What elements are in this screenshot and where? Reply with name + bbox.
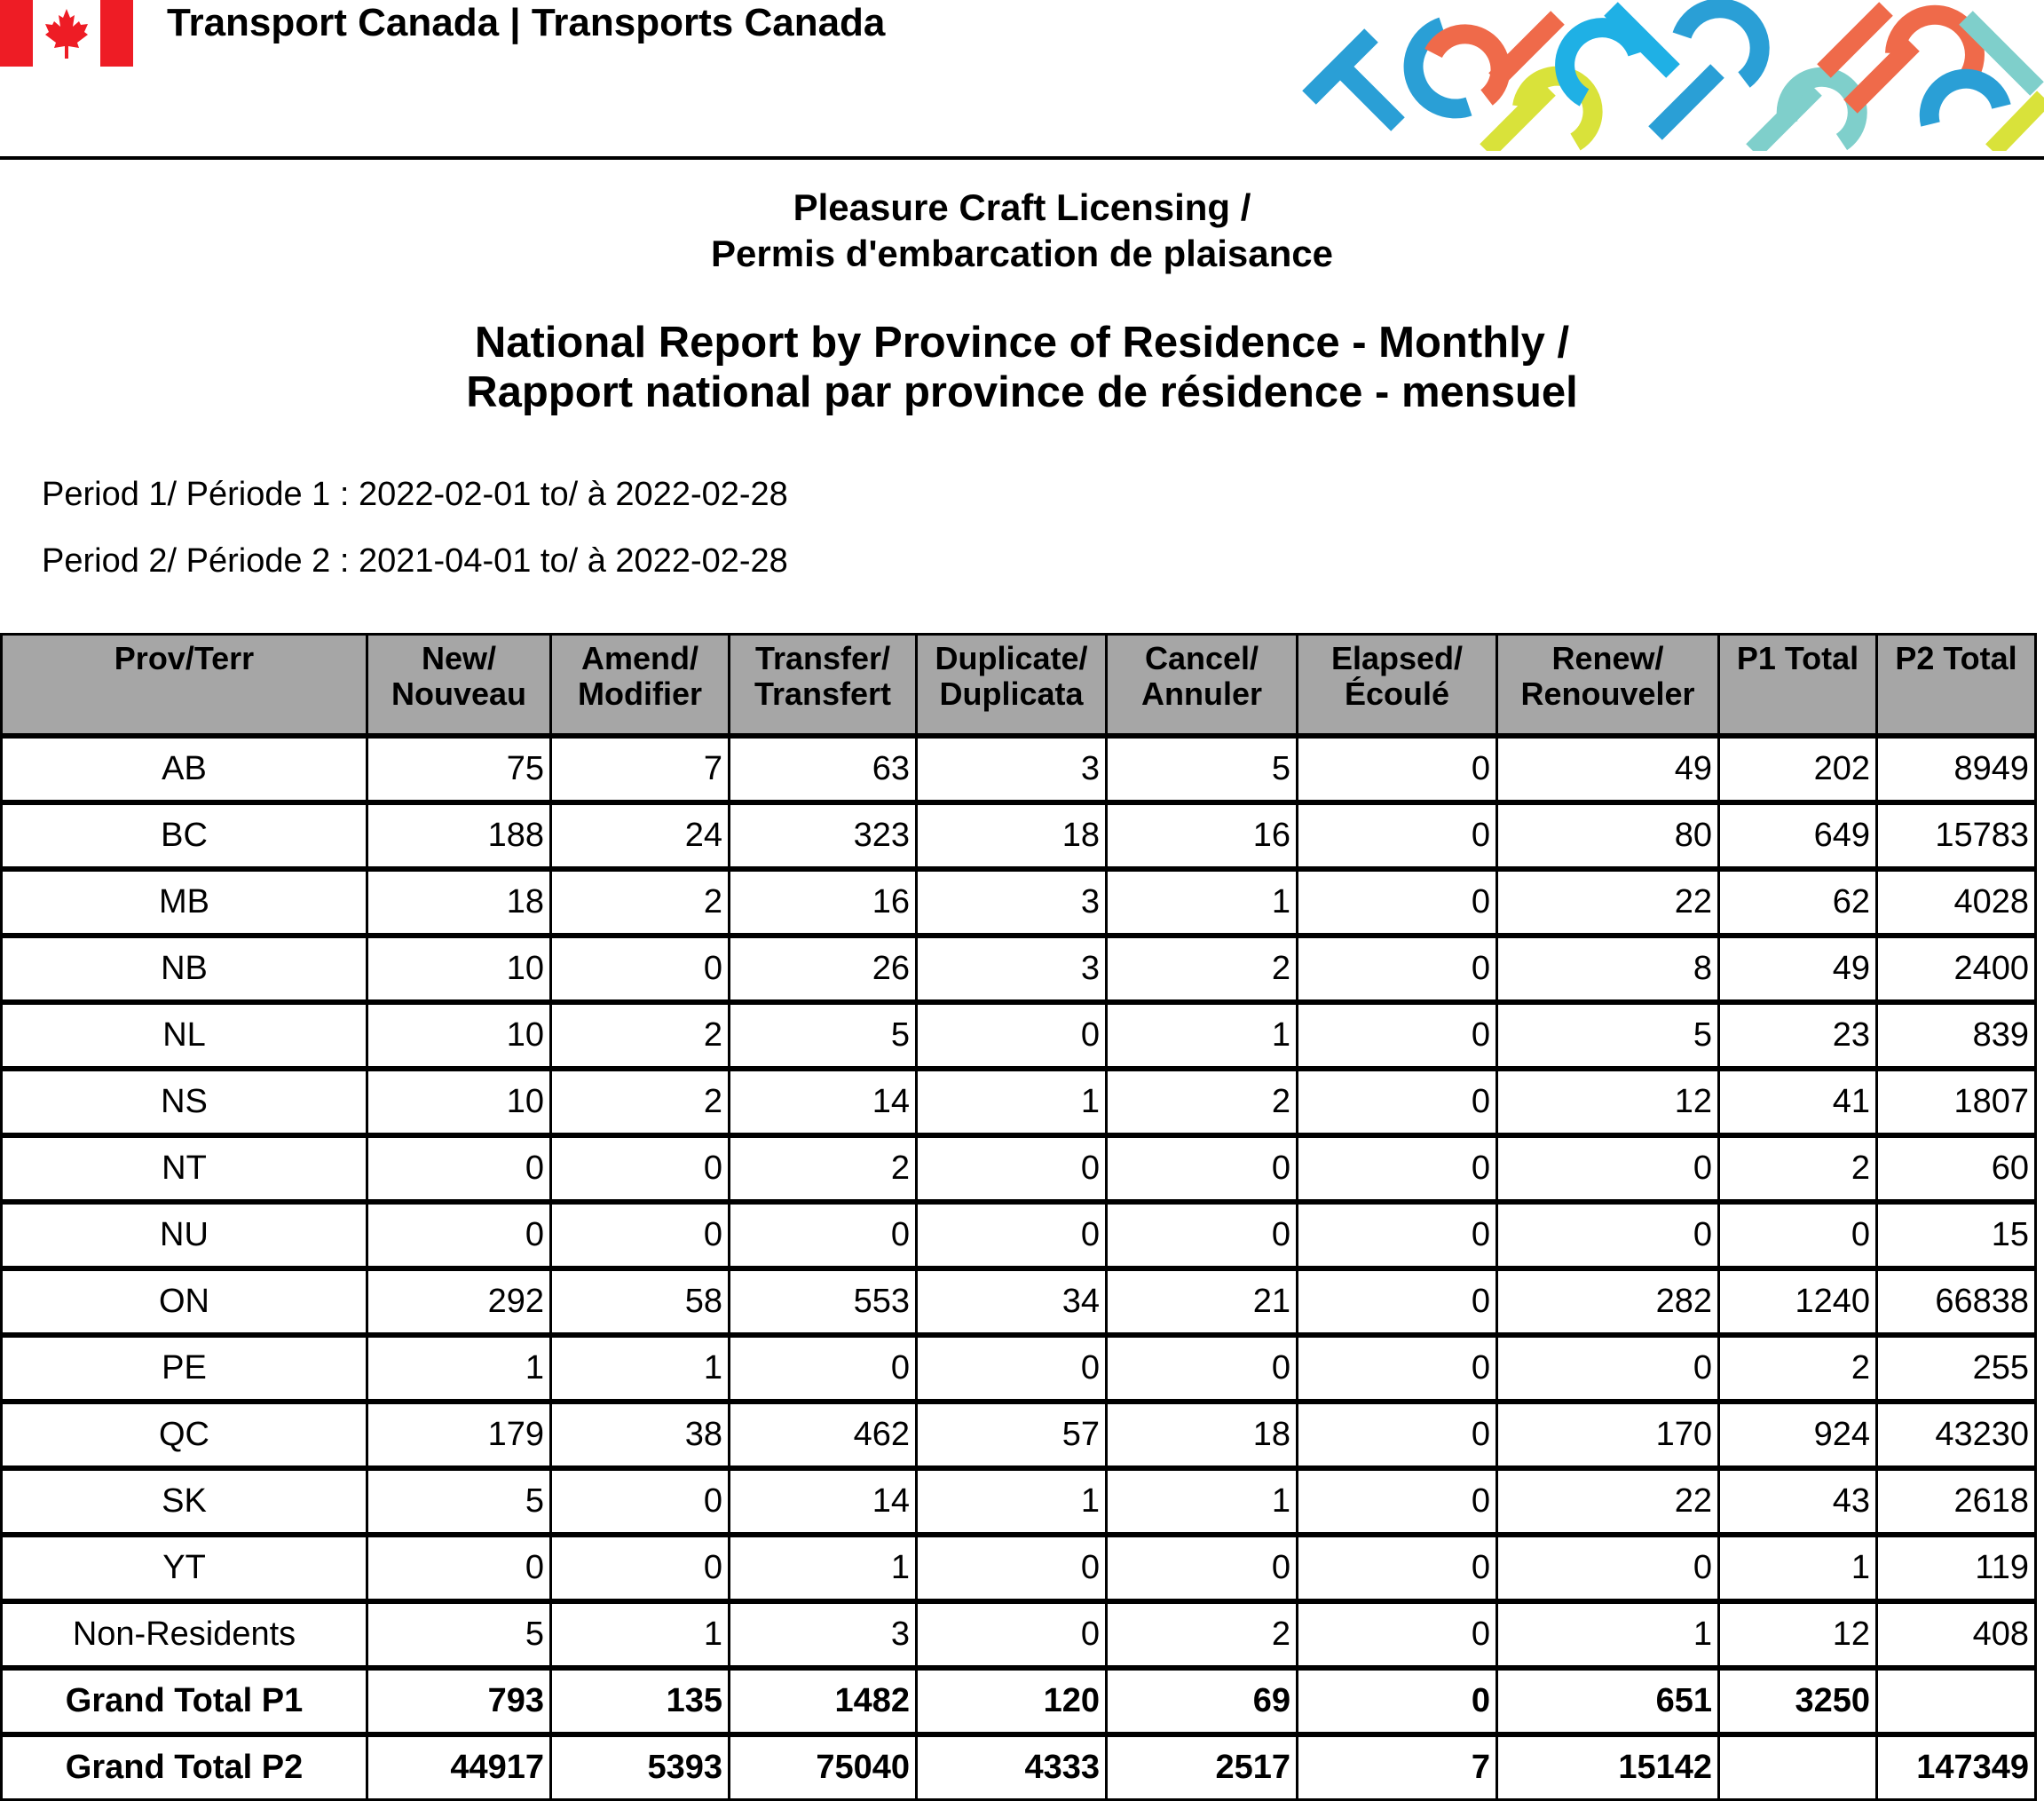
cell-value: 255 <box>1877 1335 2036 1402</box>
cell-value: 282 <box>1497 1268 1719 1335</box>
cell-value: 43 <box>1719 1468 1877 1535</box>
cell-value: 5 <box>367 1601 551 1668</box>
report-table <box>0 633 2037 1801</box>
report-title-en: National Report by Province of Residence - Monthly / <box>474 319 1570 367</box>
cell-value: 0 <box>1298 736 1497 802</box>
row-label: Grand Total P2 <box>2 1734 367 1800</box>
cell-value: 0 <box>917 1535 1107 1601</box>
cell-value: 38 <box>551 1402 730 1468</box>
table-row <box>2 1135 2036 1202</box>
cell-value: 3 <box>917 936 1107 1002</box>
row-label: YT <box>2 1535 367 1601</box>
cell-value: 0 <box>917 1202 1107 1268</box>
cell-value: 5 <box>367 1468 551 1535</box>
cell-value: 5 <box>1107 736 1298 802</box>
cell-value: 12 <box>1719 1601 1877 1668</box>
cell-value: 2400 <box>1877 936 2036 1002</box>
cell-value: 170 <box>1497 1402 1719 1468</box>
row-label: BC <box>2 802 367 869</box>
cell-value: 0 <box>1107 1535 1298 1601</box>
cell-value: 0 <box>551 1135 730 1202</box>
cell-value: 0 <box>1298 869 1497 936</box>
cell-value: 2 <box>1719 1135 1877 1202</box>
cell-value: 0 <box>1298 1268 1497 1335</box>
column-header-en: Renew/ <box>1551 640 1664 676</box>
agency-name: Transport Canada | Transports Canada <box>167 1 886 44</box>
cell-value: 0 <box>551 1468 730 1535</box>
column-header <box>730 635 917 737</box>
cell-value: 44917 <box>367 1734 551 1800</box>
cell-value: 16 <box>1107 802 1298 869</box>
table-header-row <box>2 635 2036 737</box>
cell-value: 1 <box>1107 1468 1298 1535</box>
table-row <box>2 1601 2036 1668</box>
cell-value: 0 <box>917 1135 1107 1202</box>
table-row <box>2 1268 2036 1335</box>
cell-value: 793 <box>367 1668 551 1734</box>
column-header <box>367 635 551 737</box>
cell-value: 0 <box>1298 936 1497 1002</box>
cell-value: 18 <box>917 802 1107 869</box>
header-rule <box>0 156 2044 160</box>
cell-value: 0 <box>917 1601 1107 1668</box>
cell-value: 120 <box>917 1668 1107 1734</box>
row-label: NL <box>2 1002 367 1069</box>
cell-value: 75040 <box>730 1734 917 1800</box>
cell-value: 7 <box>551 736 730 802</box>
cell-value: 1 <box>1719 1535 1877 1601</box>
table-row <box>2 1468 2036 1535</box>
cell-value: 2618 <box>1877 1468 2036 1535</box>
row-label: NU <box>2 1202 367 1268</box>
cell-value: 24 <box>551 802 730 869</box>
cell-value: 14 <box>730 1069 917 1135</box>
cell-value: 202 <box>1719 736 1877 802</box>
cell-value: 1 <box>1107 869 1298 936</box>
cell-value: 0 <box>1298 802 1497 869</box>
row-label: NS <box>2 1069 367 1135</box>
cell-value: 62 <box>1719 869 1877 936</box>
cell-value: 60 <box>1877 1135 2036 1202</box>
column-header-en: Amend/ <box>580 640 698 676</box>
cell-value: 323 <box>730 802 917 869</box>
cell-value: 462 <box>730 1402 917 1468</box>
cell-value: 66838 <box>1877 1268 2036 1335</box>
title-line-fr: Permis d'embarcation de plaisance <box>711 233 1333 274</box>
cell-value: 0 <box>1107 1202 1298 1268</box>
cell-value: 0 <box>551 1535 730 1601</box>
row-label: MB <box>2 869 367 936</box>
cell-value: 1 <box>551 1335 730 1402</box>
column-header-fr: Renouveler <box>1520 675 1695 712</box>
cell-value: 0 <box>1298 1335 1497 1402</box>
table-row <box>2 1535 2036 1601</box>
cell-value: 2 <box>551 869 730 936</box>
cell-value: 49 <box>1497 736 1719 802</box>
cell-value: 1482 <box>730 1668 917 1734</box>
cell-value: 43230 <box>1877 1402 2036 1468</box>
cell-value: 75 <box>367 736 551 802</box>
cell-value: 5 <box>1497 1002 1719 1069</box>
cell-value: 1 <box>1107 1002 1298 1069</box>
total-row <box>2 1668 2036 1734</box>
column-header <box>1298 635 1497 737</box>
cell-value: 69 <box>1107 1668 1298 1734</box>
column-header-en: Cancel/ <box>1144 640 1259 676</box>
table-row <box>2 1335 2036 1402</box>
cell-value: 26 <box>730 936 917 1002</box>
column-header-fr: Écoulé <box>1344 675 1450 712</box>
cell-value: 2 <box>551 1069 730 1135</box>
column-header <box>1107 635 1298 737</box>
table-row <box>2 1202 2036 1268</box>
column-header <box>551 635 730 737</box>
cell-value: 15 <box>1877 1202 2036 1268</box>
cell-value: 2 <box>1719 1335 1877 1402</box>
cell-value: 18 <box>367 869 551 936</box>
column-header-en: Prov/Terr <box>114 640 255 676</box>
cell-value: 0 <box>551 1202 730 1268</box>
row-label: ON <box>2 1268 367 1335</box>
cell-value: 1 <box>1497 1601 1719 1668</box>
cell-value: 15142 <box>1497 1734 1719 1800</box>
row-label: PE <box>2 1335 367 1402</box>
cell-value: 553 <box>730 1268 917 1335</box>
cell-value: 0 <box>1298 1535 1497 1601</box>
cell-value: 292 <box>367 1268 551 1335</box>
table-row <box>2 802 2036 869</box>
cell-value: 0 <box>1497 1202 1719 1268</box>
column-header-fr: Duplicata <box>939 675 1084 712</box>
cell-value: 8949 <box>1877 736 2036 802</box>
cell-value: 0 <box>1298 1601 1497 1668</box>
column-header-en: Elapsed/ <box>1330 640 1464 676</box>
cell-value: 3 <box>730 1601 917 1668</box>
column-header-en: Transfer/ <box>754 640 891 676</box>
cell-value: 0 <box>1107 1135 1298 1202</box>
table-row <box>2 869 2036 936</box>
cell-value: 839 <box>1877 1002 2036 1069</box>
cell-value: 2 <box>551 1002 730 1069</box>
column-header-en: Duplicate/ <box>935 640 1088 676</box>
column-header-fr: Annuler <box>1140 675 1262 712</box>
maple-leaf-icon <box>42 5 91 62</box>
cell-value: 22 <box>1497 1468 1719 1535</box>
cell-value: 2 <box>730 1135 917 1202</box>
cell-value: 0 <box>1107 1335 1298 1402</box>
cell-value <box>1719 1734 1877 1800</box>
cell-value: 0 <box>730 1335 917 1402</box>
column-header <box>2 635 367 737</box>
cell-value: 21 <box>1107 1268 1298 1335</box>
cell-value: 0 <box>1497 1135 1719 1202</box>
cell-value: 0 <box>1298 1402 1497 1468</box>
cell-value: 179 <box>367 1402 551 1468</box>
cell-value: 63 <box>730 736 917 802</box>
cell-value: 15783 <box>1877 802 2036 869</box>
table-row <box>2 1069 2036 1135</box>
column-header <box>1497 635 1719 737</box>
cell-value: 135 <box>551 1668 730 1734</box>
column-header-fr: Nouveau <box>391 675 527 712</box>
cell-value: 1807 <box>1877 1069 2036 1135</box>
cell-value: 10 <box>367 936 551 1002</box>
cell-value: 3 <box>917 869 1107 936</box>
table-row <box>2 1402 2036 1468</box>
cell-value: 12 <box>1497 1069 1719 1135</box>
cell-value: 0 <box>367 1135 551 1202</box>
cell-value: 408 <box>1877 1601 2036 1668</box>
total-row <box>2 1734 2036 1800</box>
cell-value: 0 <box>1298 1002 1497 1069</box>
cell-value: 18 <box>1107 1402 1298 1468</box>
cell-value <box>1877 1668 2036 1734</box>
report-title-fr: Rapport national par province de résidence - mensuel <box>466 368 1578 416</box>
table-row <box>2 736 2036 802</box>
column-header-fr: Transfert <box>754 675 892 712</box>
cell-value: 0 <box>1298 1668 1497 1734</box>
row-label: QC <box>2 1402 367 1468</box>
cell-value: 58 <box>551 1268 730 1335</box>
cell-value: 1 <box>367 1335 551 1402</box>
cell-value: 57 <box>917 1402 1107 1468</box>
column-header <box>1719 635 1877 737</box>
cell-value: 14 <box>730 1468 917 1535</box>
cell-value: 3250 <box>1719 1668 1877 1734</box>
tc-pattern-logo <box>1291 0 2044 151</box>
table-row <box>2 1002 2036 1069</box>
cell-value: 1 <box>917 1468 1107 1535</box>
cell-value: 4333 <box>917 1734 1107 1800</box>
cell-value: 651 <box>1497 1668 1719 1734</box>
row-label: NT <box>2 1135 367 1202</box>
cell-value: 0 <box>1497 1535 1719 1601</box>
period-1: Period 1/ Période 1 : 2022-02-01 to/ à 2022-02-28 <box>42 476 788 513</box>
row-label: SK <box>2 1468 367 1535</box>
column-header-fr: Modifier <box>578 675 702 712</box>
cell-value: 147349 <box>1877 1734 2036 1800</box>
canada-flag-icon <box>0 0 133 67</box>
cell-value: 0 <box>367 1202 551 1268</box>
cell-value: 34 <box>917 1268 1107 1335</box>
cell-value: 16 <box>730 869 917 936</box>
cell-value: 1 <box>730 1535 917 1601</box>
cell-value: 5 <box>730 1002 917 1069</box>
cell-value: 0 <box>1298 1135 1497 1202</box>
row-label: NB <box>2 936 367 1002</box>
cell-value: 0 <box>367 1535 551 1601</box>
cell-value: 2 <box>1107 936 1298 1002</box>
cell-value: 2 <box>1107 1601 1298 1668</box>
cell-value: 41 <box>1719 1069 1877 1135</box>
cell-value: 0 <box>917 1335 1107 1402</box>
cell-value: 924 <box>1719 1402 1877 1468</box>
cell-value: 188 <box>367 802 551 869</box>
column-header <box>917 635 1107 737</box>
column-header-en: P1 Total <box>1736 640 1859 676</box>
column-header-en: New/ <box>421 640 497 676</box>
table-row <box>2 936 2036 1002</box>
column-header-en: P2 Total <box>1895 640 2017 676</box>
cell-value: 8 <box>1497 936 1719 1002</box>
cell-value: 80 <box>1497 802 1719 869</box>
cell-value: 10 <box>367 1002 551 1069</box>
cell-value: 5393 <box>551 1734 730 1800</box>
cell-value: 0 <box>1497 1335 1719 1402</box>
column-header <box>1877 635 2036 737</box>
cell-value: 10 <box>367 1069 551 1135</box>
row-label: AB <box>2 736 367 802</box>
cell-value: 1240 <box>1719 1268 1877 1335</box>
title-line-en: Pleasure Craft Licensing / <box>793 186 1251 228</box>
period-2: Period 2/ Période 2 : 2021-04-01 to/ à 2022-02-28 <box>42 542 788 580</box>
cell-value: 2 <box>1107 1069 1298 1135</box>
cell-value: 3 <box>917 736 1107 802</box>
cell-value: 0 <box>1719 1202 1877 1268</box>
cell-value: 22 <box>1497 869 1719 936</box>
cell-value: 0 <box>551 936 730 1002</box>
cell-value: 0 <box>917 1002 1107 1069</box>
row-label: Grand Total P1 <box>2 1668 367 1734</box>
cell-value: 49 <box>1719 936 1877 1002</box>
cell-value: 0 <box>1298 1202 1497 1268</box>
report-title-main <box>0 318 2044 417</box>
cell-value: 23 <box>1719 1002 1877 1069</box>
cell-value: 649 <box>1719 802 1877 869</box>
cell-value: 119 <box>1877 1535 2036 1601</box>
cell-value: 1 <box>917 1069 1107 1135</box>
cell-value: 2517 <box>1107 1734 1298 1800</box>
cell-value: 7 <box>1298 1734 1497 1800</box>
cell-value: 0 <box>1298 1468 1497 1535</box>
cell-value: 0 <box>1298 1069 1497 1135</box>
cell-value: 4028 <box>1877 869 2036 936</box>
cell-value: 0 <box>730 1202 917 1268</box>
row-label: Non-Residents <box>2 1601 367 1668</box>
cell-value: 1 <box>551 1601 730 1668</box>
report-title-program <box>0 185 2044 277</box>
